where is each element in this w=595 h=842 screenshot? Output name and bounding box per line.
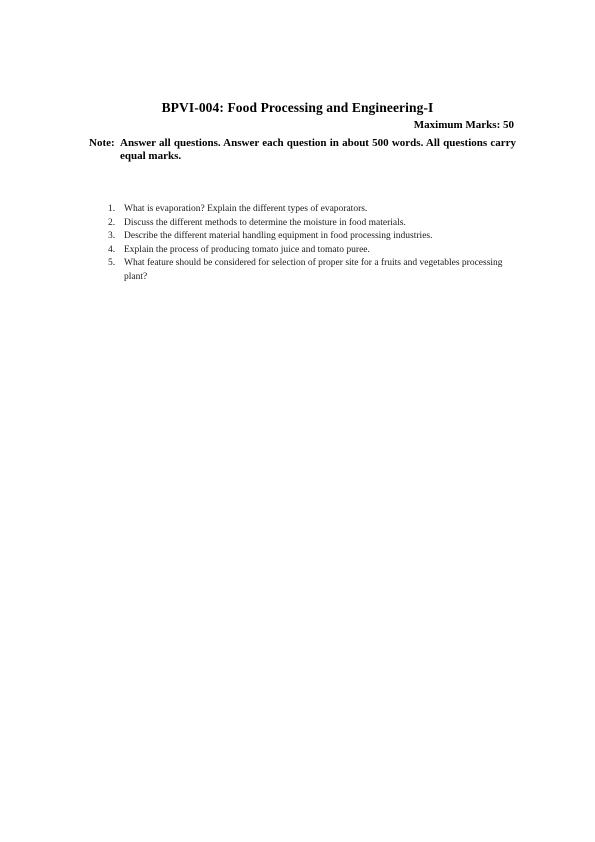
maximum-marks: Maximum Marks: 50 xyxy=(413,119,514,131)
question-list xyxy=(104,203,524,284)
question-text: Describe the different material handling equipment in food processing industries. xyxy=(124,231,433,241)
note-label: Note: xyxy=(89,137,115,149)
question-text: Discuss the different methods to determine the moisture in food materials. xyxy=(124,217,406,228)
question-number: 4. xyxy=(108,244,116,255)
question-number: 2. xyxy=(108,217,116,228)
question-number: 5. xyxy=(108,258,116,268)
question-item xyxy=(104,217,524,231)
note-block xyxy=(89,137,516,163)
question-item xyxy=(104,244,524,258)
question-item xyxy=(104,257,524,284)
question-text: Explain the process of producing tomato juice and tomato puree. xyxy=(124,244,370,255)
page-title: BPVI-004: Food Processing and Engineering-I xyxy=(161,100,434,115)
question-item xyxy=(104,230,524,244)
question-text: What is evaporation? Explain the different types of evaporators. xyxy=(124,204,368,214)
question-item xyxy=(104,203,524,217)
question-number: 3. xyxy=(108,231,116,241)
question-number: 1. xyxy=(108,204,116,214)
question-text: What feature should be considered for selection of proper site for a fruits and vegetables processing plant? xyxy=(124,258,503,282)
note-text: Answer all questions. Answer each question in about 500 words. All questions carry equal marks. xyxy=(120,137,516,162)
